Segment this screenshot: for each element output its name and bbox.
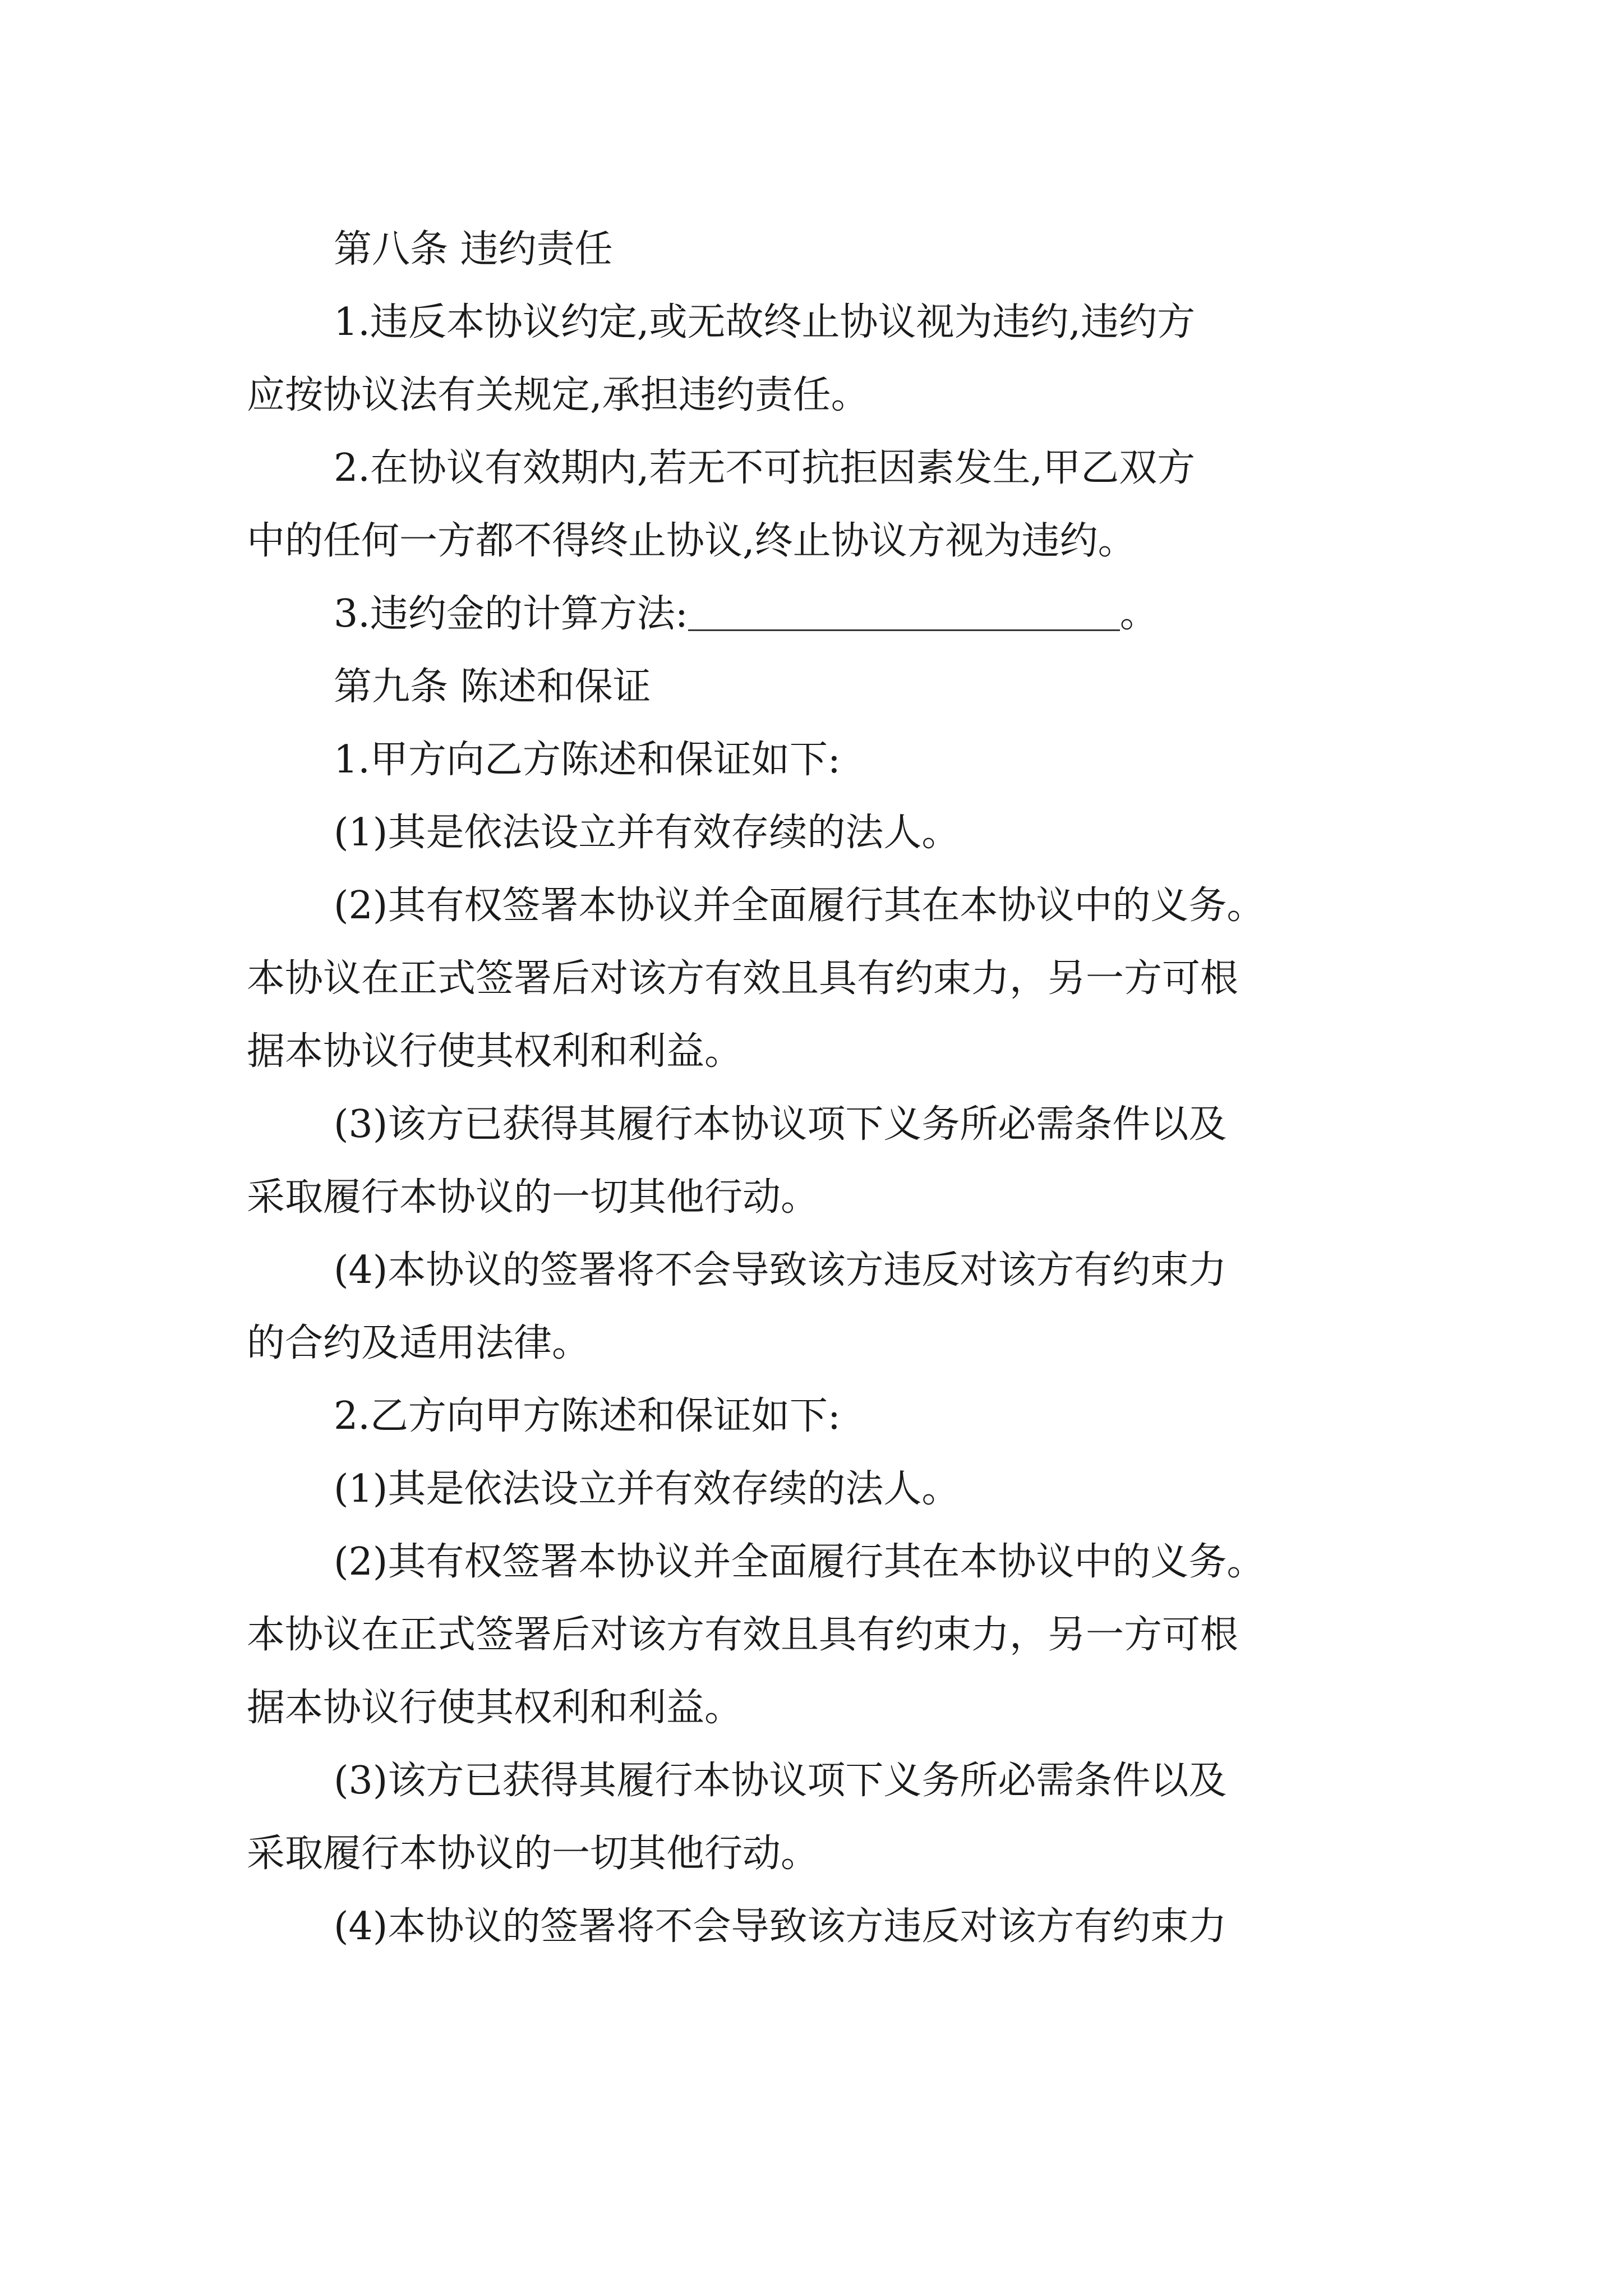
party-a-point-4-line-2: 的合约及适用法律。 (247, 1321, 591, 1365)
penalty-calculation-end: 。 (1119, 592, 1158, 636)
penalty-calculation-blank (688, 596, 1120, 631)
party-b-point-2-line-3: 据本协议行使其权利和利益。 (247, 1686, 743, 1730)
party-b-point-4-line-1: (4)本协议的签署将不会导致该方违反对该方有约束力 (334, 1904, 1227, 1949)
penalty-calculation-label: 3.违约金的计算方法: (334, 592, 688, 636)
party-b-point-3-line-1: (3)该方已获得其履行本协议项下义务所必需条件以及 (334, 1759, 1227, 1803)
party-a-intro: 1.甲方向乙方陈述和保证如下: (334, 738, 841, 782)
party-a-point-2-line-2: 本协议在正式签署后对该方有效且具有约束力，另一方可根 (247, 956, 1239, 1001)
article-8-heading: 第八条 违约责任 (334, 227, 613, 272)
article-8-item-3 (247, 578, 1402, 651)
article-8-item-2-line-1: 2.在协议有效期内,若无不可抗拒因素发生,甲乙双方 (334, 446, 1196, 490)
party-a-point-1: (1)其是依法设立并有效存续的法人。 (334, 811, 960, 855)
party-b-point-3-line-2: 采取履行本协议的一切其他行动。 (247, 1832, 819, 1876)
document-body (247, 213, 1402, 1963)
article-8-item-2-line-2: 中的任何一方都不得终止协议,终止协议方视为违约。 (247, 519, 1136, 563)
party-a-point-2-line-3: 据本协议行使其权利和利益。 (247, 1029, 743, 1074)
party-b-point-2-line-1: (2)其有权签署本协议并全面履行其在本协议中的义务。 (334, 1540, 1265, 1584)
party-b-point-2-line-2: 本协议在正式签署后对该方有效且具有约束力，另一方可根 (247, 1613, 1239, 1657)
party-a-point-2-line-1: (2)其有权签署本协议并全面履行其在本协议中的义务。 (334, 884, 1265, 928)
party-a-point-3-line-1: (3)该方已获得其履行本协议项下义务所必需条件以及 (334, 1102, 1227, 1147)
party-b-intro: 2.乙方向甲方陈述和保证如下: (334, 1394, 841, 1438)
article-9-heading: 第九条 陈述和保证 (334, 665, 651, 709)
article-8-item-1-line-1: 1.违反本协议约定,或无故终止协议视为违约,违约方 (334, 300, 1196, 344)
article-8-item-1-line-2: 应按协议法有关规定,承担违约责任。 (247, 373, 869, 417)
party-b-point-1: (1)其是依法设立并有效存续的法人。 (334, 1467, 960, 1511)
party-a-point-4-line-1: (4)本协议的签署将不会导致该方违反对该方有约束力 (334, 1248, 1227, 1292)
party-a-point-3-line-2: 采取履行本协议的一切其他行动。 (247, 1175, 819, 1220)
